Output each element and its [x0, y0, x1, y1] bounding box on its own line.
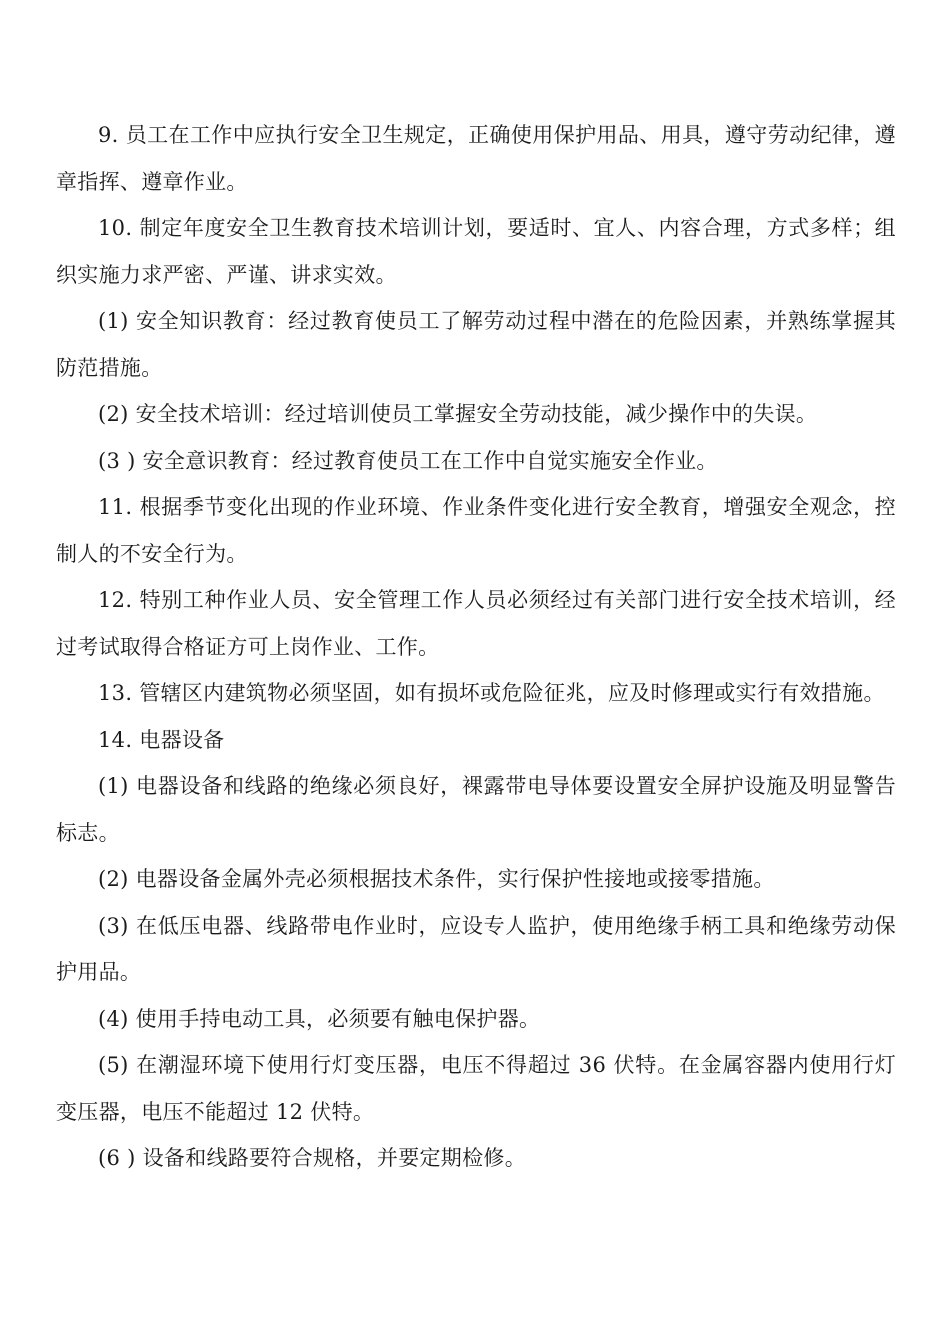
paragraph-item-11: 11. 根据季节变化出现的作业环境、作业条件变化进行安全教育，增强安全观念，控制人的不安全行为。 — [56, 495, 896, 566]
paragraph-item-13: 13. 管辖区内建筑物必须坚固，如有损坏或危险征兆，应及时修理或实行有效措施。 — [98, 681, 885, 705]
paragraph-subitem-14-1: (1) 电器设备和线路的绝缘必须良好，裸露带电导体要设置安全屏护设施及明显警告标志。 — [56, 774, 896, 845]
paragraph-subitem-14-2: (2) 电器设备金属外壳必须根据技术条件，实行保护性接地或接零措施。 — [98, 867, 775, 891]
paragraph-subitem-14-4: (4) 使用手持电动工具，必须要有触电保护器。 — [98, 1006, 541, 1031]
paragraph-subitem-14-3: (3) 在低压电器、线路带电作业时，应设专人监护，使用绝缘手柄工具和绝缘劳动保护用品。 — [56, 913, 896, 984]
paragraph-subitem-14-5: (5) 在潮湿环境下使用行灯变压器，电压不得超过 36 伏特。在金属容器内使用行灯变压器，电压不能超过 12 伏特。 — [56, 1053, 896, 1124]
document-body — [56, 112, 896, 1182]
paragraph-subitem-10-2: (2) 安全技术培训：经过培训使员工掌握安全劳动技能，减少操作中的失误。 — [98, 402, 818, 426]
paragraph-subitem-14-6: (6 ) 设备和线路要符合规格，并要定期检修。 — [98, 1146, 526, 1170]
paragraph-subitem-10-3: (3 ) 安全意识教育：经过教育使员工在工作中自觉实施安全作业。 — [98, 448, 718, 473]
paragraph-item-9: 9. 员工在工作中应执行安全卫生规定，正确使用保护用品、用具，遵守劳动纪律，遵章指挥、遵章作业。 — [56, 123, 896, 194]
paragraph-item-14-heading: 14. 电器设备 — [98, 727, 225, 752]
paragraph-item-12: 12. 特别工种作业人员、安全管理工作人员必须经过有关部门进行安全技术培训，经过考试取得合格证方可上岗作业、工作。 — [56, 588, 896, 659]
paragraph-item-10: 10. 制定年度安全卫生教育技术培训计划，要适时、宜人、内容合理，方式多样；组织实施力求严密、严谨、讲求实效。 — [56, 216, 896, 287]
paragraph-subitem-10-1: (1) 安全知识教育：经过教育使员工了解劳动过程中潜在的危险因素，并熟练掌握其防范措施。 — [56, 309, 896, 380]
